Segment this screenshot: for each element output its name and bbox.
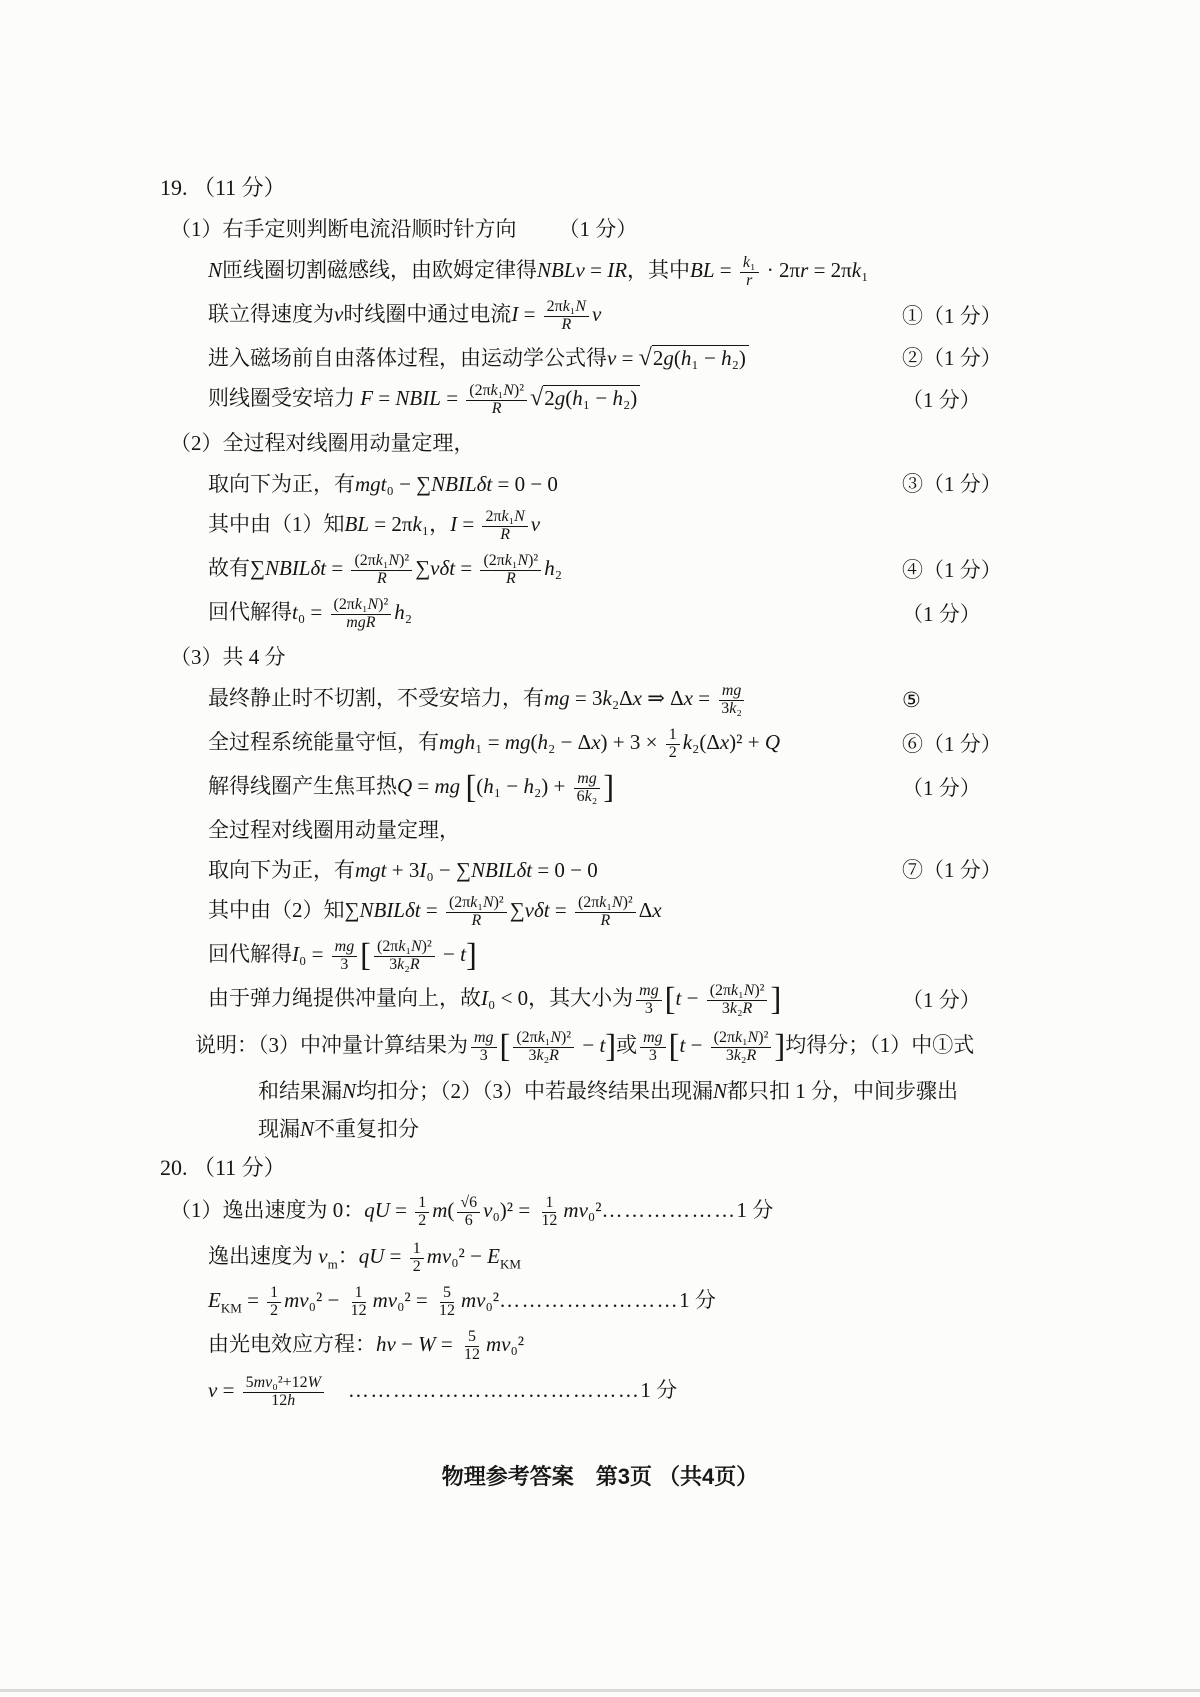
score-mark: ④（1 分） [902,557,1002,582]
q19-note-line [195,1022,1140,1072]
q19-formula-line [208,250,1140,294]
q19-formula-line [208,978,1140,1022]
line-text: 最终静止时不切割，不受安培力，有mg = 3k₂Δx ⇒ Δx = $\frac{mg}{\text{3k₂}}$ [208,683,748,718]
q19-formula-line [208,810,1140,850]
q19-formula-line [208,850,1140,890]
line-text: 由于弹力绳提供冲量向上，故I₀ < 0，其大小为 $\frac{mg}{3}$ [t − $\frac{\text{(2πk₁N)²}}{\text{3k₂R}}$ ] [208,981,782,1018]
q19-note-line [258,1072,1140,1110]
score-mark: ③（1 分） [902,471,1002,496]
q19-formula-line [208,766,1140,810]
line-text: 联立得速度为v时线圈中通过电流I = $\frac{\text{2πk₁N}}{R}$ v [208,297,602,333]
q19-header [160,168,1140,208]
score-mark: （1 分） [902,601,981,626]
q19-formula-line [208,722,1140,766]
score-mark: （1 分） [558,216,638,241]
line-text: 回代解得I₀ = $\frac{mg}{3}$ [ $\frac{\text{(2πk₁N)²}}{\text{3k₂R}}$ − t] [208,937,477,974]
q19-formula-line [208,464,1140,504]
line-text: （1）逸出速度为 0：qU = $\frac{1}{2}$ m( $\frac{√6}{6}$ v₀)² = $\frac{1}{12}$ mv₀²………………1 分 [170,1193,774,1229]
q19-formula-line [208,294,1140,338]
line-text: （1）右手定则判断电流沿顺时针方向 [170,216,517,241]
line-text: 20. （11 分） [160,1155,286,1181]
q19-part3-line [170,636,1140,678]
score-mark: ⑥（1 分） [902,731,1002,756]
line-text: （2）全过程对线圈用动量定理， [170,430,475,455]
score-mark: ①（1 分） [902,303,1002,328]
line-text: 和结果漏N均扣分；（2）（3）中若最终结果出现漏N都只扣 1 分，中间步骤出 [258,1078,959,1103]
line-text: ν = $\frac{\text{5mv₀²+12W}}{12h}$ …………………………………1 分 [208,1373,678,1409]
q20-formula-line [208,1368,1140,1416]
q19-formula-line [208,934,1140,978]
q20-formula-line [208,1324,1140,1368]
q19-formula-line [208,504,1140,548]
line-text: 说明：（3）中冲量计算结果为 $\frac{mg}{3}$ [ $\frac{\text{(2πk₁N)²}}{\text{3k₂R}}$ − t]或 $\frac{mg}{3}$ [t − $\frac{\text{(2πk₁N)²}}{\text{3k₂R}}$ ]均得分；（1）中①式 [195,1028,975,1065]
q19-formula-line [208,338,1140,378]
q19-part2-line [170,422,1140,464]
q20-formula-line [170,1188,1140,1236]
line-text: 逸出速度为 $v_m$：qU = $\frac{1}{2}$ $mv_0^2 - E_{KM}$ [208,1239,521,1275]
q19-note-line [258,1110,1140,1148]
line-text: 其中由（1）知BL = 2πk₁，I = $\frac{\text{2πk₁N}}{R}$ v [208,507,541,543]
line-text: （3）共 4 分 [170,644,286,669]
line-text: 回代解得t₀ = (2πk₁N)² mgR h₂ [208,595,413,631]
line-text: 解得线圈产生焦耳热Q = mg [(h₁ − h₂) + $\frac{mg}{\text{6k₂}}$ ] [208,769,615,806]
line-text: 取向下为正，有mgt + 3I₀ − ∑NBILδt = 0 − 0 [208,857,598,882]
answers-content [160,168,1140,1416]
q19-formula-line [208,890,1140,934]
footer-text: 物理参考答案 第3页 （共4页） [441,1464,759,1489]
score-mark: ②（1 分） [902,345,1002,370]
line-text: 取向下为正，有mgt₀ − ∑NBILδt = 0 − 0 [208,471,558,496]
q20-formula-line [208,1236,1140,1280]
line-text: 全过程系统能量守恒，有mgh₁ = mg(h₂ − Δx) + 3 × $\frac{1}{2}$ k₂(Δx)² + Q [208,725,780,761]
score-mark: （1 分） [902,987,981,1012]
q19-formula-line [208,378,1140,422]
line-text: 19. （11 分） [160,175,286,201]
line-text: 由光电效应方程：hν − W = $\frac{5}{12}$ mv₀² [208,1327,525,1363]
line-text: 则线圈受安培力 F = NBIL = $\frac{\text{(2πk₁N)²}}{R}$ √2g(h₁ − h₂) [208,383,640,418]
line-text: 全过程对线圈用动量定理， [208,817,460,842]
q19-formula-line [208,548,1140,592]
line-text: 故有∑NBILδt = $\frac{\text{(2πk₁N)²}}{R}$ ∑vδt = $\frac{\text{(2πk₁N)²}}{R}$ h₂ [208,551,563,587]
q19-part1-line [170,208,1140,250]
q20-formula-line [208,1280,1140,1324]
line-text: 其中由（2）知∑NBILδt = $\frac{\text{(2πk₁N)²}}{R}$ ∑vδt = $\frac{\text{(2πk₁N)²}}{R}$ Δx [208,893,662,929]
score-mark: ⑦（1 分） [902,857,1002,882]
line-text: $E_{KM}$ = $\frac{1}{2}$ mv₀² − $\frac{1}{12}$ mv₀² = $\frac{5}{12}$ mv₀²……………………1 分 [208,1283,716,1319]
line-text: 进入磁场前自由落体过程，由运动学公式得v = √2g(h₁ − h₂) [208,343,749,373]
q20-header [160,1148,1140,1188]
line-text: N匝线圈切割磁感线，由欧姆定律得NBLv = IR，其中BL = $\frac{\text{k₁}}{r}$ · 2πr = 2πk₁ [208,253,869,289]
score-mark: （1 分） [902,775,981,800]
line-text: 现漏N不重复扣分 [258,1116,420,1141]
score-mark: ⑤ [902,687,921,712]
page-footer [0,1460,1200,1491]
q19-formula-line [208,592,1140,636]
scan-edge-artifact [0,1689,1200,1692]
q19-formula-line [208,678,1140,722]
score-mark: （1 分） [902,387,981,412]
